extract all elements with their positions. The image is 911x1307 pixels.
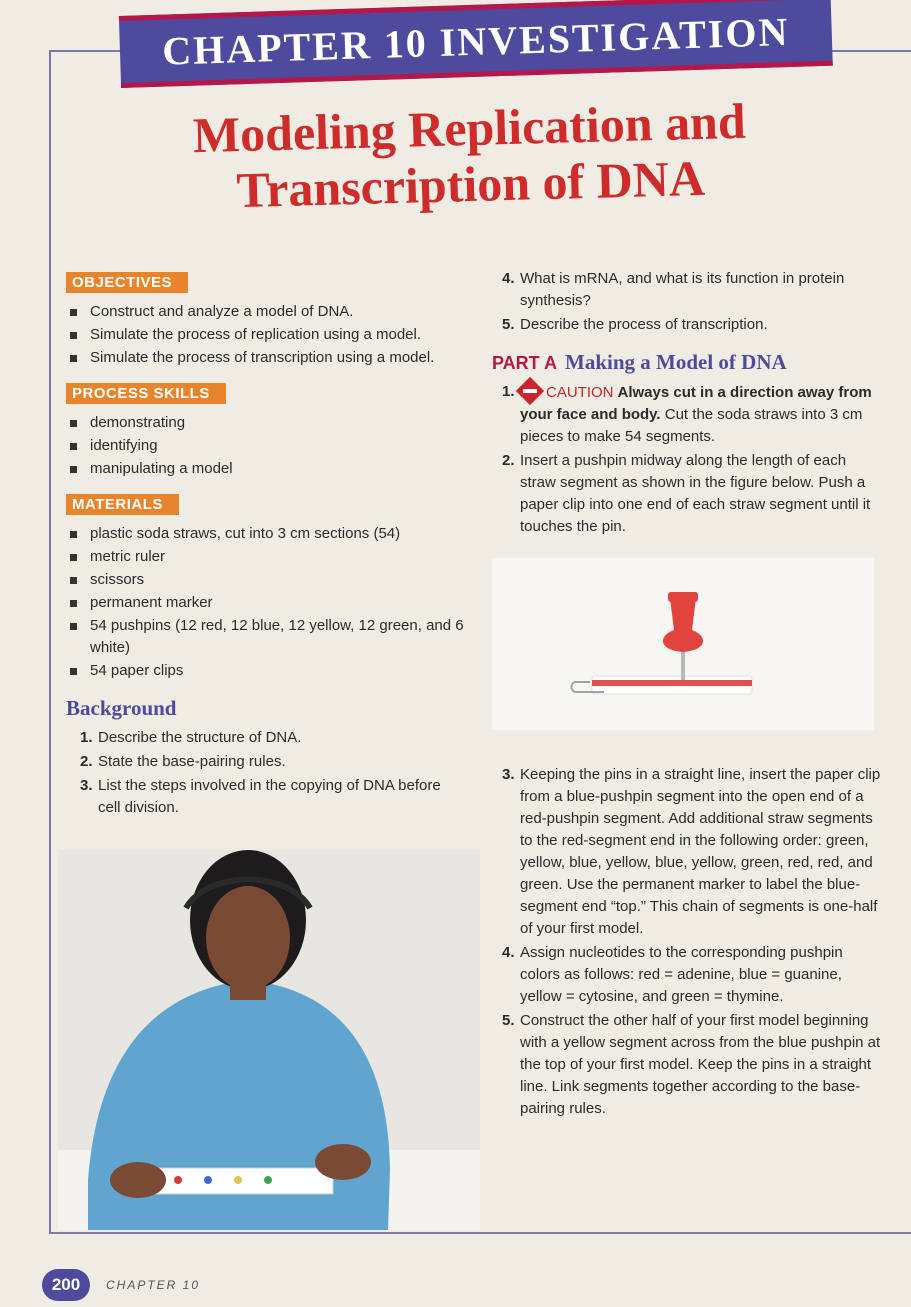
caution-label: CAUTION xyxy=(546,384,614,401)
item-number: 1. xyxy=(80,729,93,746)
list-item xyxy=(492,764,882,940)
item-text: Cut the soda straws into 3 cm pieces to make 54 segments. xyxy=(520,406,863,445)
list-item: Simulate the process of transcription using a model. xyxy=(66,347,466,369)
list-item: demonstrating xyxy=(66,412,466,434)
left-column xyxy=(66,272,466,821)
item-text: Insert a pushpin midway along the length of each straw segment as shown in the figure below. Push a paper clip into one end of each straw segment until it touches the pin. xyxy=(520,452,871,535)
list-item: permanent marker xyxy=(66,592,466,614)
objectives-label: OBJECTIVES xyxy=(66,272,188,293)
item-text: Assign nucleotides to the corresponding pushpin colors as follows: red = adenine, blue = guanine, yellow = cytosine, and green = thymine. xyxy=(520,944,843,1005)
materials-label: MATERIALS xyxy=(66,494,179,515)
process-skills-list xyxy=(66,412,466,480)
item-text: State the base-pairing rules. xyxy=(98,753,286,770)
list-item xyxy=(492,268,882,312)
pushpin-figure xyxy=(492,558,874,730)
item-number: 2. xyxy=(80,753,93,770)
item-number: 4. xyxy=(502,270,515,287)
item-number: 5. xyxy=(502,316,515,333)
chapter-banner: CHAPTER 10 INVESTIGATION xyxy=(119,0,833,88)
right-column xyxy=(492,268,882,1122)
list-item xyxy=(492,942,882,1008)
list-item: identifying xyxy=(66,435,466,457)
item-text: Describe the structure of DNA. xyxy=(98,729,302,746)
background-heading: Background xyxy=(66,696,177,720)
title-line-2: Transcription of DNA xyxy=(235,149,706,219)
list-item: 54 paper clips xyxy=(66,660,466,682)
item-number: 3. xyxy=(80,777,93,794)
page-title xyxy=(149,92,792,221)
page-number: 200 xyxy=(42,1269,90,1301)
list-item: Simulate the process of replication using a model. xyxy=(66,324,466,346)
student-illustration xyxy=(58,850,480,1230)
list-item xyxy=(66,775,466,819)
pushpin-straw-illustration xyxy=(492,558,874,730)
list-item xyxy=(492,450,882,538)
part-a-heading xyxy=(492,350,882,375)
list-item: scissors xyxy=(66,569,466,591)
student-photo xyxy=(58,850,480,1230)
background-list-continued xyxy=(492,268,882,336)
part-a-label: PART A xyxy=(492,353,557,373)
item-text: Construct the other half of your first model beginning with a yellow segment across from the blue pushpin at the top of your first model. Keep the pins in a straight line. Link segments together according to the base-pairing rules. xyxy=(520,1012,881,1117)
list-item xyxy=(492,314,882,336)
item-number: 1. xyxy=(502,383,515,400)
list-item: manipulating a model xyxy=(66,458,466,480)
list-item: metric ruler xyxy=(66,546,466,568)
caution-text: Always cut in a direction away from your face and body. xyxy=(520,384,872,423)
item-text: Keeping the pins in a straight line, insert the paper clip from a blue-pushpin segment into the open end of a red-pushpin segment. Add additional straw segments to the red-segment end in the following order: green, yellow, blue, yellow, blue, yellow, green, red, red, and green. Use the permanent marker to label the blue-segment end “top.” This chain of segments is one-half of your first model. xyxy=(520,766,881,937)
title-line-1: Modeling Replication and xyxy=(192,92,747,164)
caution-icon xyxy=(516,377,544,405)
chapter-footer-label: CHAPTER 10 xyxy=(106,1278,201,1292)
process-skills-label: PROCESS SKILLS xyxy=(66,383,226,404)
item-number: 5. xyxy=(502,1012,515,1029)
item-number: 3. xyxy=(502,766,515,783)
item-text: What is mRNA, and what is its function in protein synthesis? xyxy=(520,270,845,309)
materials-list xyxy=(66,523,466,682)
list-item xyxy=(66,727,466,749)
item-text: List the steps involved in the copying of DNA before cell division. xyxy=(98,777,441,816)
list-item: 54 pushpins (12 red, 12 blue, 12 yellow, 12 green, and 6 white) xyxy=(66,615,466,659)
part-a-steps xyxy=(492,381,882,538)
page-footer xyxy=(42,1268,200,1302)
list-item xyxy=(66,751,466,773)
item-text: Describe the process of transcription. xyxy=(520,316,768,333)
item-number: 2. xyxy=(502,452,515,469)
item-number: 4. xyxy=(502,944,515,961)
list-item xyxy=(492,1010,882,1120)
part-a-title: Making a Model of DNA xyxy=(565,350,787,374)
list-item xyxy=(492,381,882,448)
list-item: plastic soda straws, cut into 3 cm sections (54) xyxy=(66,523,466,545)
part-a-steps-continued xyxy=(492,764,882,1120)
list-item: Construct and analyze a model of DNA. xyxy=(66,301,466,323)
background-list xyxy=(66,727,466,819)
objectives-list xyxy=(66,301,466,369)
